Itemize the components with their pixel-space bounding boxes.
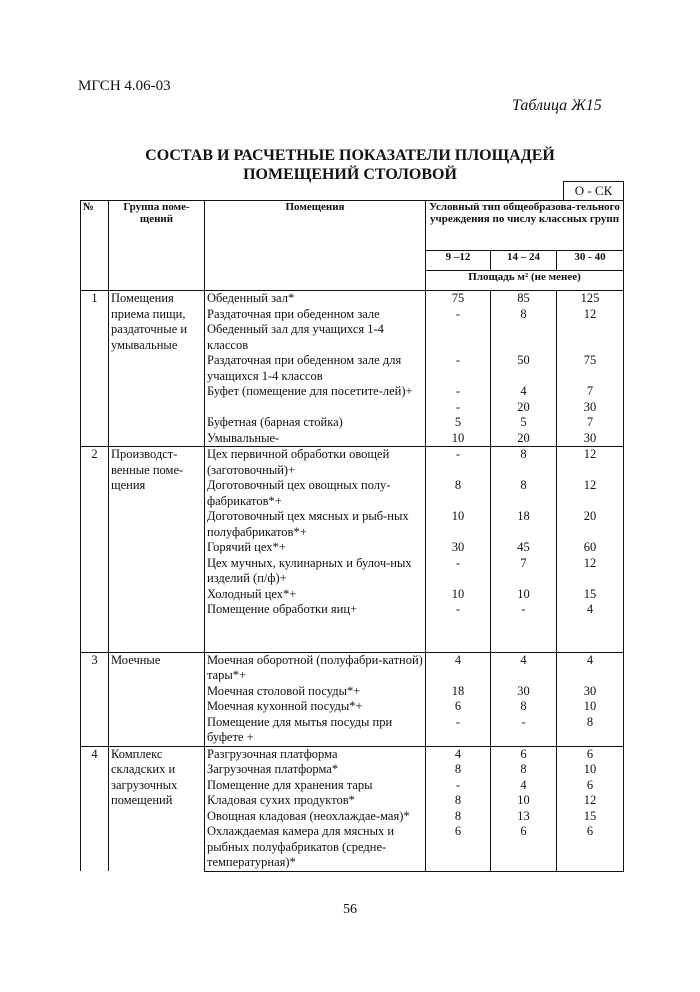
value-14-24: 20 xyxy=(491,400,557,416)
spacer-cell xyxy=(426,618,491,653)
value-14-24: - xyxy=(491,602,557,618)
room-name: Доготовочный цех овощных полу-фабрикатов*+ xyxy=(205,478,426,509)
room-name: Цех мучных, кулинарных и булоч-ных изделий (п/ф)+ xyxy=(205,556,426,587)
room-name: Буфетная (барная стойка) xyxy=(205,415,426,431)
section-group: Моечные xyxy=(109,652,205,746)
value-9-12: 10 xyxy=(426,587,491,603)
value-14-24: 4 xyxy=(491,778,557,794)
room-name: Обеденный зал* xyxy=(205,291,426,307)
col-header-g1: 9 –12 xyxy=(426,251,491,271)
room-name: Загрузочная платформа* xyxy=(205,762,426,778)
section-number: 3 xyxy=(81,652,109,746)
room-name: Охлаждаемая камера для мясных и рыбных полуфабрикатов (средне-температурная)* xyxy=(205,824,426,871)
value-14-24: - xyxy=(491,715,557,747)
room-name: Раздаточная при обеденном зале xyxy=(205,307,426,323)
document-code: МГСН 4.06-03 xyxy=(78,78,171,94)
spacer-cell xyxy=(81,618,109,653)
room-name: Моечная оборотной (полуфабри-катной) тары*+ xyxy=(205,652,426,684)
col-header-area: Площадь м² (не менее) xyxy=(426,271,624,291)
value-30-40: 125 xyxy=(557,291,624,307)
table-row xyxy=(81,291,624,307)
section-number: 4 xyxy=(81,746,109,871)
area-table xyxy=(80,200,624,872)
value-14-24: 85 xyxy=(491,291,557,307)
value-14-24: 8 xyxy=(491,307,557,323)
room-name: Помещение для хранения тары xyxy=(205,778,426,794)
room-name: Помещение для мытья посуды при буфете + xyxy=(205,715,426,747)
type-code-box: О - СК xyxy=(563,181,624,201)
room-name: Помещение обработки яиц+ xyxy=(205,602,426,618)
spacer-row xyxy=(81,618,624,653)
value-30-40: 8 xyxy=(557,715,624,747)
value-30-40: 30 xyxy=(557,431,624,447)
value-14-24: 4 xyxy=(491,384,557,400)
col-header-g3: 30 - 40 xyxy=(557,251,624,271)
value-9-12: 5 xyxy=(426,415,491,431)
title-line-1: СОСТАВ И РАСЧЕТНЫЕ ПОКАЗАТЕЛИ ПЛОЩАДЕЙ xyxy=(145,147,555,164)
section-group: Производст-венные поме-щения xyxy=(109,447,205,618)
value-30-40: 12 xyxy=(557,447,624,479)
value-9-12: - xyxy=(426,447,491,479)
section-number: 2 xyxy=(81,447,109,618)
value-9-12 xyxy=(426,322,491,353)
value-9-12: 4 xyxy=(426,652,491,684)
value-14-24: 6 xyxy=(491,824,557,871)
value-30-40: 6 xyxy=(557,824,624,871)
value-30-40: 4 xyxy=(557,602,624,618)
value-9-12: 10 xyxy=(426,509,491,540)
room-name xyxy=(205,400,426,416)
spacer-cell xyxy=(491,618,557,653)
value-9-12: 6 xyxy=(426,699,491,715)
value-30-40: 6 xyxy=(557,746,624,762)
value-14-24: 8 xyxy=(491,699,557,715)
value-14-24: 18 xyxy=(491,509,557,540)
table-row xyxy=(81,746,624,762)
value-30-40: 12 xyxy=(557,556,624,587)
room-name: Цех первичной обработки овощей (заготовочный)+ xyxy=(205,447,426,479)
value-9-12: - xyxy=(426,778,491,794)
value-9-12: 75 xyxy=(426,291,491,307)
value-30-40: 20 xyxy=(557,509,624,540)
value-30-40: 12 xyxy=(557,793,624,809)
room-name: Раздаточная при обеденном зале для учащихся 1-4 классов xyxy=(205,353,426,384)
value-14-24: 4 xyxy=(491,652,557,684)
section-group: Комплекс складских и загрузочных помещений xyxy=(109,746,205,871)
value-9-12: - xyxy=(426,400,491,416)
table-reference: Таблица Ж15 xyxy=(512,97,602,114)
value-30-40: 12 xyxy=(557,307,624,323)
value-9-12: - xyxy=(426,556,491,587)
value-9-12: 8 xyxy=(426,793,491,809)
value-14-24: 6 xyxy=(491,746,557,762)
col-header-num: № xyxy=(81,201,109,291)
value-14-24 xyxy=(491,322,557,353)
value-9-12: 8 xyxy=(426,809,491,825)
room-name: Обеденный зал для учащихся 1-4 классов xyxy=(205,322,426,353)
value-30-40: 60 xyxy=(557,540,624,556)
value-30-40: 15 xyxy=(557,587,624,603)
value-14-24: 8 xyxy=(491,447,557,479)
room-name: Холодный цех*+ xyxy=(205,587,426,603)
value-14-24: 10 xyxy=(491,587,557,603)
room-name: Овощная кладовая (неохлаждае-мая)* xyxy=(205,809,426,825)
value-9-12: 8 xyxy=(426,762,491,778)
value-9-12: 8 xyxy=(426,478,491,509)
room-name: Горячий цех*+ xyxy=(205,540,426,556)
col-header-group: Группа поме-щений xyxy=(109,201,205,291)
value-9-12: - xyxy=(426,353,491,384)
value-14-24: 8 xyxy=(491,478,557,509)
value-30-40: 15 xyxy=(557,809,624,825)
table-row xyxy=(81,447,624,479)
spacer-cell xyxy=(205,618,426,653)
room-name: Разгрузочная платформа xyxy=(205,746,426,762)
spacer-cell xyxy=(557,618,624,653)
value-30-40 xyxy=(557,322,624,353)
page-number: 56 xyxy=(343,902,357,917)
room-name: Буфет (помещение для посетите-лей)+ xyxy=(205,384,426,400)
table-body xyxy=(81,291,624,872)
section-group: Помещения приема пищи, раздаточные и умывальные xyxy=(109,291,205,447)
value-14-24: 20 xyxy=(491,431,557,447)
value-14-24: 7 xyxy=(491,556,557,587)
value-30-40: 10 xyxy=(557,762,624,778)
value-14-24: 10 xyxy=(491,793,557,809)
table-title xyxy=(0,146,700,184)
value-14-24: 13 xyxy=(491,809,557,825)
value-30-40: 4 xyxy=(557,652,624,684)
table-row xyxy=(81,652,624,684)
value-14-24: 30 xyxy=(491,684,557,700)
value-30-40: 7 xyxy=(557,415,624,431)
value-9-12: - xyxy=(426,602,491,618)
value-9-12: 6 xyxy=(426,824,491,871)
value-14-24: 8 xyxy=(491,762,557,778)
room-name: Умывальные- xyxy=(205,431,426,447)
section-number: 1 xyxy=(81,291,109,447)
col-header-rooms: Помещения xyxy=(205,201,426,291)
value-30-40: 7 xyxy=(557,384,624,400)
value-30-40: 6 xyxy=(557,778,624,794)
value-14-24: 45 xyxy=(491,540,557,556)
value-14-24: 5 xyxy=(491,415,557,431)
value-9-12: 10 xyxy=(426,431,491,447)
value-14-24: 50 xyxy=(491,353,557,384)
col-header-type: Условный тип общеобразова-тельного учреждения по числу классных групп xyxy=(426,201,624,251)
value-9-12: - xyxy=(426,384,491,400)
value-30-40: 10 xyxy=(557,699,624,715)
value-9-12: 18 xyxy=(426,684,491,700)
col-header-g2: 14 – 24 xyxy=(491,251,557,271)
value-9-12: - xyxy=(426,307,491,323)
room-name: Моечная столовой посуды*+ xyxy=(205,684,426,700)
value-9-12: - xyxy=(426,715,491,747)
spacer-cell xyxy=(109,618,205,653)
value-30-40: 30 xyxy=(557,684,624,700)
value-9-12: 4 xyxy=(426,746,491,762)
room-name: Кладовая сухих продуктов* xyxy=(205,793,426,809)
value-9-12: 30 xyxy=(426,540,491,556)
room-name: Моечная кухонной посуды*+ xyxy=(205,699,426,715)
title-line-2: ПОМЕЩЕНИЙ СТОЛОВОЙ xyxy=(243,166,457,183)
value-30-40: 75 xyxy=(557,353,624,384)
room-name: Доготовочный цех мясных и рыб-ных полуфабрикатов*+ xyxy=(205,509,426,540)
value-30-40: 12 xyxy=(557,478,624,509)
value-30-40: 30 xyxy=(557,400,624,416)
